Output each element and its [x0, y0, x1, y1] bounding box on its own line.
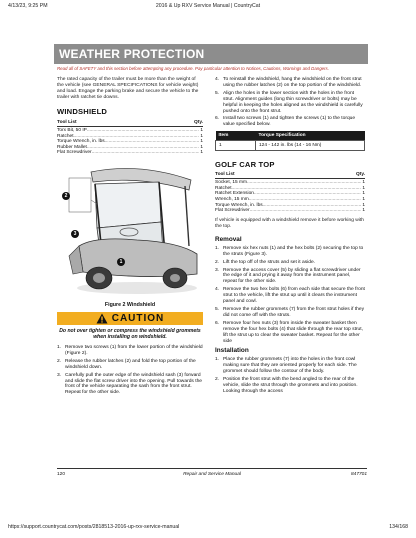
windshield-steps — [57, 345, 203, 396]
torque-spec-table — [215, 131, 365, 151]
tool-qty: 1 — [200, 144, 203, 150]
tool-qty: 1 — [362, 180, 365, 186]
tool-name: Rubber Mallet — [57, 144, 87, 150]
list-item — [57, 345, 203, 357]
caution-label: CAUTION — [111, 312, 165, 324]
print-page-count: 134/168 — [389, 524, 408, 530]
installation-heading: Installation — [215, 347, 249, 355]
callout-1: 1 — [117, 258, 125, 266]
tool-list-header — [215, 172, 365, 179]
intro-paragraph: The rated capacity of the trailer must be more than the weight of the vehicle (see GENERAL SPECIFICATIONS for vehicle weight) and load. Engage the parking brake and secure the vehicle to the trailer with ratchet tie downs. — [57, 77, 199, 100]
manual-code: 847701 — [350, 472, 367, 477]
tool-name: Flat Screwdriver — [215, 208, 250, 214]
browser-print-header — [0, 3, 416, 13]
step-number: 5. — [215, 90, 220, 96]
windshield-tool-list — [57, 120, 203, 156]
step-number: 1. — [215, 357, 220, 363]
torque-cell-item: 1 — [216, 141, 256, 151]
tool-name: Torque Wrench, in. lbs — [215, 202, 263, 208]
qty-label: Qty. — [356, 172, 365, 178]
step-number: 2. — [215, 259, 220, 265]
top-note: If vehicle is equipped with a windshield remove it before working with the top. — [215, 217, 364, 229]
list-item — [215, 321, 365, 345]
warning-triangle-icon — [96, 313, 108, 324]
tool-qty: 1 — [200, 128, 203, 133]
torque-header-spec: Torque Specification — [256, 131, 365, 141]
list-item — [215, 77, 365, 89]
tool-list-label: Tool List — [57, 120, 77, 125]
tool-qty: 1 — [362, 197, 365, 203]
figure-caption: Figure 2 Windshield — [104, 301, 156, 308]
step-text: Lift the top off of the struts and set it aside. — [223, 259, 316, 265]
list-item — [215, 116, 365, 128]
section-banner — [54, 44, 368, 64]
list-item — [215, 268, 365, 286]
windshield-heading: WINDSHIELD — [57, 107, 108, 116]
step-number: 1. — [215, 245, 220, 251]
windshield-illustration — [57, 160, 203, 300]
tool-qty: 1 — [362, 202, 365, 208]
removal-heading: Removal — [215, 235, 242, 243]
windshield-install-steps — [215, 77, 365, 128]
golf-car-top-tool-list — [215, 172, 365, 214]
step-number: 6. — [215, 320, 220, 326]
caution-note: Do not over tighten or compress the windshield grommets when installing on windshield. — [59, 327, 201, 340]
installation-steps — [215, 357, 365, 394]
step-text: Release the rubber latches (2) and fold the top portion of the windshield down. — [65, 358, 196, 370]
step-text: Remove two screws (1) from the lower portion of the windshield (Figure 2). — [65, 344, 203, 356]
table-row — [216, 141, 365, 151]
tool-row — [215, 208, 365, 214]
tool-name: Flat Screwdriver — [57, 150, 92, 156]
step-number: 4. — [215, 77, 220, 82]
qty-label: Qty. — [194, 120, 203, 125]
tool-list-header — [57, 120, 203, 127]
step-text: Remove six hex nuts (1) and the hex bolts (2) securing the top to the struts (Figure 3). — [223, 245, 364, 257]
windshield-figure — [57, 160, 203, 300]
tool-name: Ratchet — [215, 185, 232, 191]
section-title: WEATHER PROTECTION — [59, 47, 205, 61]
tool-qty: 1 — [200, 150, 203, 156]
step-text: Carefully pull the outer edge of the windshield sash (3) forward and slide the flat screw driver into the opening. Pull towards the front of the vehicle separating the sash from the front strut. Repeat for the other side. — [65, 372, 203, 396]
step-text: Position the front strut with the bend angled to the rear of the vehicle, slide the strut through the grommets and into position. Looking through the access — [223, 377, 358, 394]
dot-leader — [92, 150, 200, 156]
tool-name: Torx Bit, 50 IP — [57, 128, 87, 133]
print-datetime: 4/13/23, 9:25 PM — [8, 3, 48, 9]
print-url: https://support.countrycat.com/posts/2818513-2016-up-rxv-service-manual — [8, 524, 180, 530]
tool-qty: 1 — [362, 208, 365, 214]
step-number: 3. — [57, 372, 62, 378]
manual-page — [54, 44, 368, 498]
step-text: Remove four hex nuts (3) from inside the sweater basket then remove the four hex bolts (4) that slide through the rear top strut, lift the strut up to clear the sweater basket. Repeat for the other side — [223, 320, 363, 344]
tool-name: Ratchet Extension — [215, 191, 254, 197]
caution-banner — [57, 312, 203, 325]
golf-car-top-heading: GOLF CAR TOP — [215, 160, 275, 170]
tool-name: Wrench, 15 mm — [215, 197, 249, 203]
step-text: Remove the two hex bolts (6) from each side that secure the front strut to the vehicle, lift the strut up until it clears the instrument panel and cowl. — [223, 287, 365, 305]
removal-steps — [215, 246, 365, 345]
callout-2: 2 — [62, 192, 70, 200]
page-number: 120 — [57, 472, 66, 477]
page-footer — [57, 468, 367, 482]
tool-qty: 1 — [200, 139, 203, 145]
torque-cell-spec: 124 - 142 in. lbs (14 - 16 Nm) — [256, 141, 365, 151]
step-text: Install two screws (1) and tighten the screws (1) to the torque value specified below. — [223, 116, 356, 128]
left-column — [57, 77, 203, 398]
list-item — [215, 246, 365, 258]
list-item — [215, 357, 365, 375]
step-number: 4. — [215, 287, 220, 293]
step-text: Remove the rubber grommets (7) from the front strut holes if they did not come off with the struts. — [223, 306, 365, 318]
dot-leader — [250, 208, 362, 214]
tool-name: Ratchet — [57, 133, 74, 139]
list-item — [57, 359, 203, 371]
tool-list-label: Tool List — [215, 172, 235, 178]
print-tab-title: 2016 & Up RXV Service Manual | CountryCat — [155, 3, 261, 9]
step-text: Align the holes in the lower section with the holes in the front strut. Alignment guides (long thin screwdriver or bolts) may be helpful in keeping the holes aligned as the windshield is carefully pushed onto the front strut. — [223, 90, 363, 114]
list-item — [215, 307, 365, 319]
list-item — [215, 260, 365, 266]
tool-name: Torque Wrench, in. lbs — [57, 139, 105, 145]
step-text: To reinstall the windshield, hang the windshield on the front strut using the rubber latches (2) on the top portion of the windshield. — [223, 77, 362, 88]
list-item — [215, 287, 365, 305]
tool-row — [57, 150, 203, 156]
step-number: 6. — [215, 116, 220, 122]
tool-qty: 1 — [200, 133, 203, 139]
tool-name: Socket, 15 mm — [215, 180, 247, 186]
step-text: Remove the access cover (5) by sliding a flat screwdriver under the edge of it and prying it away from the instrument panel, repeat for the other side. — [223, 267, 361, 285]
step-number: 5. — [215, 306, 220, 312]
tool-qty: 1 — [362, 185, 365, 191]
step-number: 3. — [215, 267, 220, 273]
callout-3: 3 — [71, 230, 79, 238]
torque-header-item: Item — [216, 131, 256, 141]
step-number: 2. — [57, 358, 62, 364]
safety-warning: Read all of SAFETY and this section before attempting any procedure. Pay particular attention to Notices, Cautions, Warnings and Dangers. — [57, 66, 329, 71]
list-item — [57, 373, 203, 397]
browser-print-footer — [0, 524, 416, 534]
tool-qty: 1 — [362, 191, 365, 197]
step-text: Place the rubber grommets (7) into the holes in the front cowl making sure that they are oriented properly for each side. The grommet should follow the contour of the body. — [223, 357, 357, 375]
manual-name: Repair and Service Manual — [183, 472, 241, 477]
right-column — [215, 77, 365, 397]
list-item — [215, 91, 365, 115]
step-number: 1. — [57, 344, 62, 350]
step-number: 2. — [215, 377, 220, 383]
list-item — [215, 377, 365, 395]
